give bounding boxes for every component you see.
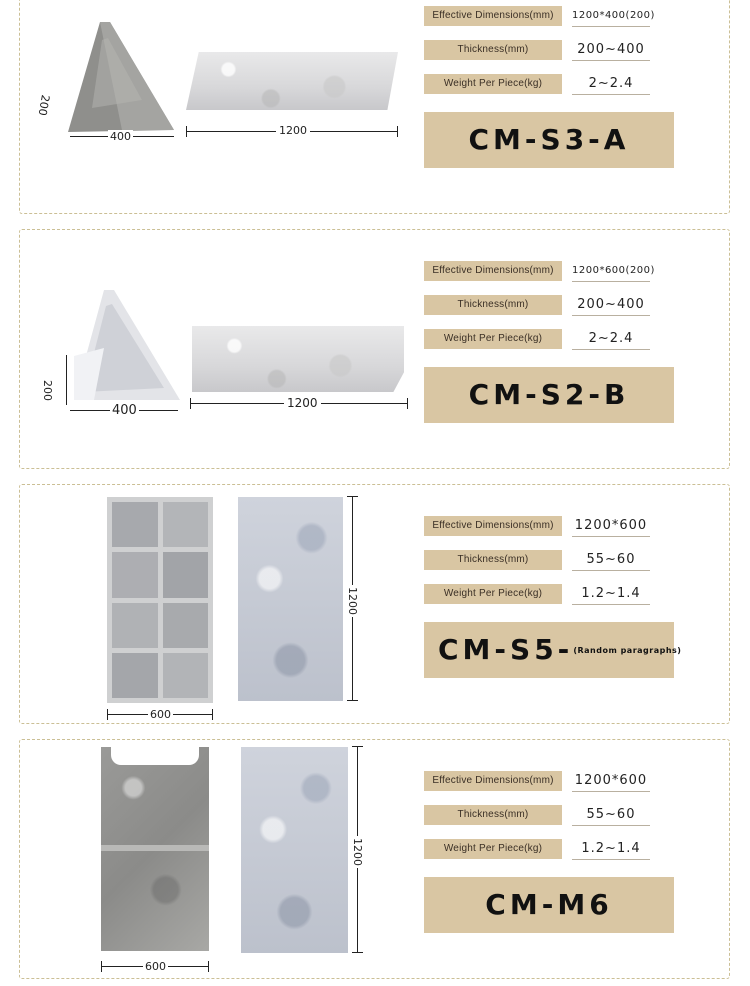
- spec-label: Thickness(mm): [424, 40, 562, 60]
- spec-label: Effective Dimensions(mm): [424, 516, 562, 536]
- spec-label: Weight Per Piece(kg): [424, 584, 562, 604]
- spec-label: Weight Per Piece(kg): [424, 329, 562, 349]
- spec-label: Thickness(mm): [424, 295, 562, 315]
- spec-row-weight: [424, 329, 674, 351]
- spec-value: 1200*600(200): [572, 261, 650, 282]
- spec-value: 200~400: [572, 295, 650, 316]
- dimension-tick: [397, 126, 398, 137]
- spec-label: Thickness(mm): [424, 805, 562, 825]
- spec-value: 2~2.4: [572, 74, 650, 95]
- model-name-box: [424, 112, 674, 168]
- spec-row-weight: [424, 584, 674, 606]
- dimension-tick: [352, 746, 363, 747]
- length-dimension-label: 1200: [351, 838, 364, 866]
- model-name-box: [424, 877, 674, 933]
- dimension-tick: [190, 398, 191, 409]
- dimension-tick: [347, 496, 358, 497]
- height-dimension-label: 200: [35, 93, 52, 117]
- panel-front-image: [186, 52, 398, 110]
- spec-row-thickness: [424, 40, 674, 62]
- corner-panel-image: [62, 20, 182, 138]
- spec-row-dimensions: [424, 261, 674, 283]
- spec-label: Effective Dimensions(mm): [424, 6, 562, 26]
- panel-front-image: [192, 326, 404, 392]
- spec-value: 1200*400(200): [572, 6, 650, 27]
- corner-panel-image: [64, 288, 184, 408]
- spec-label: Effective Dimensions(mm): [424, 771, 562, 791]
- spec-row-weight: [424, 839, 674, 861]
- length-dimension-label: 1200: [284, 396, 321, 410]
- model-name-box: [424, 367, 674, 423]
- dimension-tick: [208, 961, 209, 972]
- spec-label: Thickness(mm): [424, 550, 562, 570]
- dimension-tick: [186, 126, 187, 137]
- height-dimension-label: 200: [41, 380, 54, 401]
- model-name: CM-S3-A: [468, 123, 630, 156]
- spec-value: 1.2~1.4: [572, 584, 650, 605]
- width-dimension-label: 400: [110, 130, 131, 143]
- model-name-box: [424, 622, 682, 678]
- dimension-tick: [347, 700, 358, 701]
- dimension-tick: [212, 709, 213, 720]
- mold-image: [107, 497, 213, 703]
- dimension-tick: [101, 961, 102, 972]
- width-dimension-label: 600: [145, 960, 166, 973]
- spec-value: 1200*600: [572, 771, 650, 792]
- model-name: CM-S5-: [438, 633, 574, 666]
- spec-value: 2~2.4: [572, 329, 650, 350]
- model-name: CM-M6: [485, 888, 613, 921]
- dimension-tick: [407, 398, 408, 409]
- spec-label: Weight Per Piece(kg): [424, 839, 562, 859]
- spec-value: 1.2~1.4: [572, 839, 650, 860]
- spec-value: 1200*600: [572, 516, 650, 537]
- spec-label: Weight Per Piece(kg): [424, 74, 562, 94]
- dimension-tick: [107, 709, 108, 720]
- spec-row-thickness: [424, 295, 674, 317]
- spec-row-dimensions: [424, 516, 674, 538]
- width-dimension-label: 600: [150, 708, 171, 721]
- dimension-tick: [352, 952, 363, 953]
- spec-row-dimensions: [424, 771, 674, 793]
- spec-row-thickness: [424, 805, 674, 827]
- spec-row-dimensions: [424, 6, 674, 28]
- model-name: CM-S2-B: [468, 378, 630, 411]
- spec-row-weight: [424, 74, 674, 96]
- spec-value: 55~60: [572, 550, 650, 571]
- spec-value: 200~400: [572, 40, 650, 61]
- spec-label: Effective Dimensions(mm): [424, 261, 562, 281]
- width-dimension-label: 400: [112, 403, 137, 418]
- model-suffix: (Random paragraphs): [573, 646, 682, 655]
- panel-front-image: [238, 497, 343, 701]
- length-dimension-label: 1200: [346, 587, 359, 615]
- spec-row-thickness: [424, 550, 674, 572]
- height-dimension-line: [66, 355, 67, 405]
- spec-value: 55~60: [572, 805, 650, 826]
- length-dimension-label: 1200: [276, 124, 310, 137]
- mold-image: [101, 747, 209, 951]
- panel-front-image: [241, 747, 348, 953]
